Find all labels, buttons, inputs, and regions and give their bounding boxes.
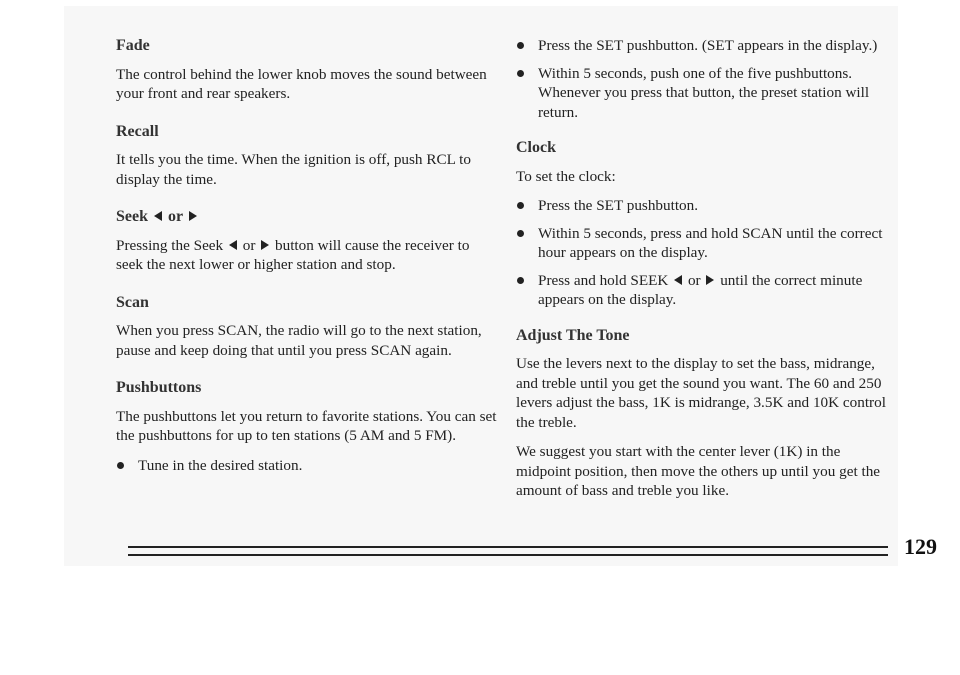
seek-down-arrow-icon [229,240,237,250]
seek-down-arrow-icon [154,211,162,221]
bullet-text: Press the SET pushbutton. [538,197,699,214]
bullet-icon [517,42,524,49]
clock-heading: Clock [516,139,556,156]
bullet-text-part-a: Press and hold SEEK [538,271,669,289]
scan-heading: Scan [116,293,149,311]
manual-page [64,6,937,566]
bullet-icon [517,230,524,237]
list-item [516,196,896,216]
left-column [116,36,500,483]
footer-rule [128,546,888,556]
right-column [516,36,896,511]
bullet-text: Within 5 seconds, push one of the five pushbuttons. Whenever you press that button, the preset station will return. [538,64,870,121]
clock-bullet-list [516,196,896,310]
seek-body-part-c: button will cause the receiver to seek the next lower or higher station and stop. [116,236,470,273]
fade-heading: Fade [116,37,150,54]
seek-heading-label: Seek [116,208,148,225]
seek-up-arrow-icon [706,275,714,285]
pushbuttons-heading: Pushbuttons [116,379,202,396]
bullet-icon [117,462,124,469]
seek-body-part-a: Pressing the Seek [116,236,224,254]
tone-heading: Adjust The Tone [516,326,630,344]
seek-heading-or: or [168,208,183,225]
bullet-text: Press the SET pushbutton. (SET appears in the display.) [538,37,878,54]
preset-bullet-list [516,36,896,122]
recall-heading: Recall [116,122,159,140]
seek-body [116,236,500,275]
page-number: 129 [904,534,937,559]
bullet-text-part-c: until the correct minute appears on the display. [538,271,863,308]
bullet-text: Within 5 seconds, press and hold SCAN until the correct hour appears on the display. [538,224,883,261]
bullet-text-part-b: or [687,271,701,289]
list-item [516,36,896,56]
pushbuttons-body: The pushbuttons let you return to favorite stations. You can set the pushbuttons for up to ten stations (5 AM and 5 FM). [116,407,497,444]
tone-body-1: Use the levers next to the display to set the bass, midrange, and treble until you get the sound you want. The 60 and 250 levers adjust the bass, 1K is midrange, 3.5K and 10K control the treble. [516,355,886,431]
bullet-text: Tune in the desired station. [138,456,303,474]
bullet-icon [517,277,524,284]
seek-down-arrow-icon [674,275,682,285]
list-item [516,64,896,123]
recall-body: It tells you the time. When the ignition is off, push RCL to display the time. [116,151,471,188]
bullet-icon [517,202,524,209]
seek-up-arrow-icon [189,211,197,221]
list-item [116,456,500,476]
seek-body-part-b: or [242,236,256,254]
scan-body: When you press SCAN, the radio will go to the next station, pause and keep doing that until you press SCAN again. [116,322,482,359]
tone-body-2: We suggest you start with the center lever (1K) in the midpoint position, then move the others up until you get the amount of bass and treble you like. [516,443,881,499]
seek-up-arrow-icon [261,240,269,250]
fade-body: The control behind the lower knob moves the sound between your front and rear speakers. [116,65,487,102]
bullet-icon [517,70,524,77]
list-item [516,271,896,310]
clock-intro: To set the clock: [516,167,616,185]
list-item [516,224,896,263]
seek-heading [116,207,500,227]
pushbuttons-bullet-list [116,456,500,476]
